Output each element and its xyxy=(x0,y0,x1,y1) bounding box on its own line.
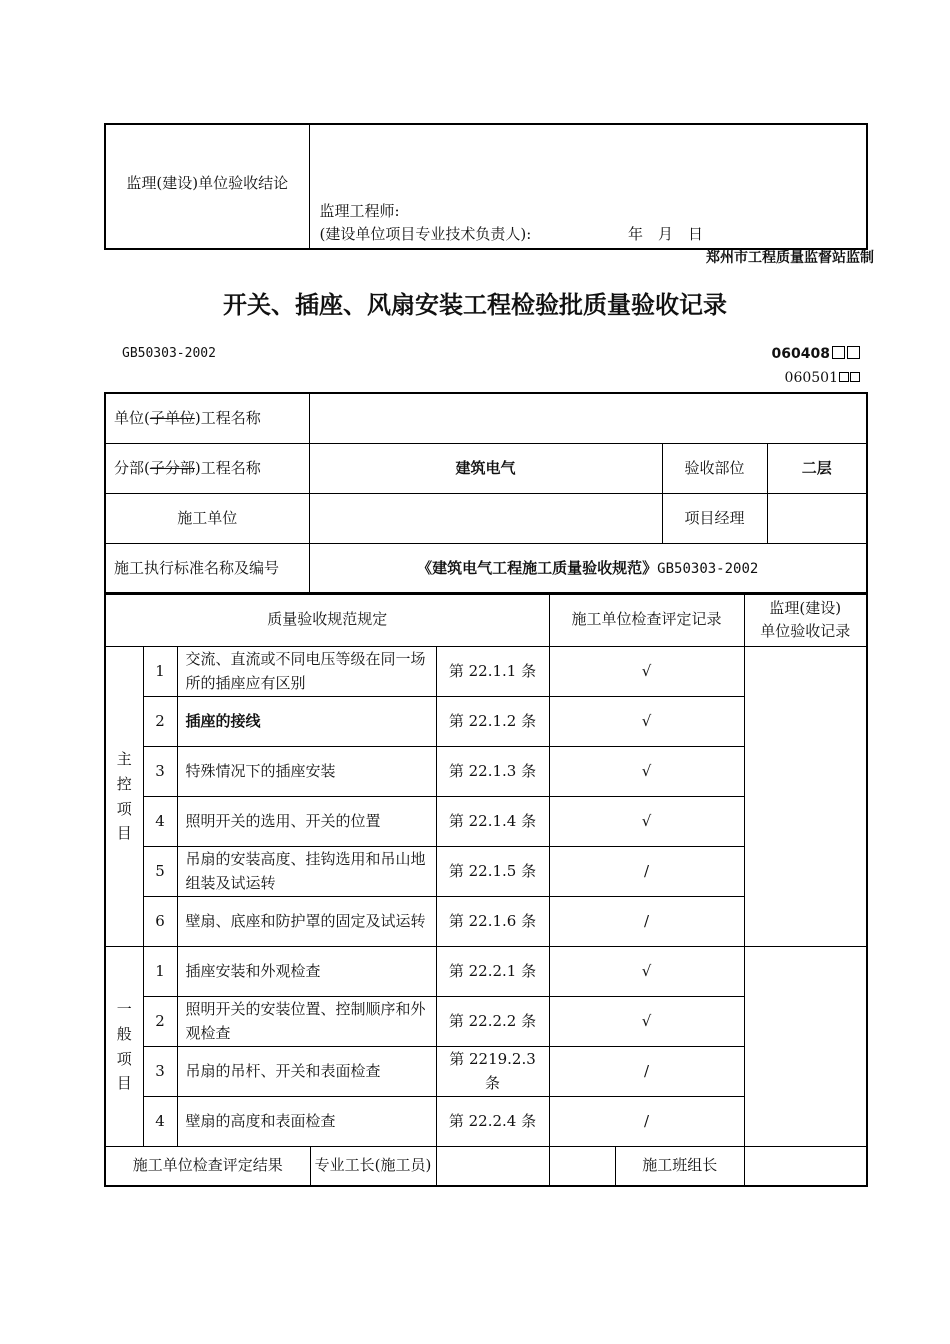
code-box-icon xyxy=(847,346,860,359)
supervisor-conclusion-label: 监理(建设)单位验收结论 xyxy=(105,124,309,249)
project-info-table xyxy=(104,392,868,595)
item-number: 6 xyxy=(143,897,177,947)
contractor-label: 施工单位 xyxy=(105,494,309,544)
division-name-value[interactable]: 建筑电气 xyxy=(309,444,662,494)
page-title: 开关、插座、风扇安装工程检验批质量验收记录 xyxy=(223,291,727,319)
check-result[interactable]: / xyxy=(549,1047,744,1097)
item-clause: 第 22.2.1 条 xyxy=(436,947,549,997)
accept-part-label: 验收部位 xyxy=(662,444,767,494)
item-number: 2 xyxy=(143,997,177,1047)
organization-label: 郑州市工程质量监督站监制 xyxy=(706,250,874,266)
team-leader-label xyxy=(549,1147,744,1187)
item-clause: 第 22.2.4 条 xyxy=(436,1097,549,1147)
item-clause: 第 22.1.5 条 xyxy=(436,847,549,897)
standard-code: GB50303-2002 xyxy=(122,346,216,361)
result-split xyxy=(106,1147,436,1185)
engineer-label: 监理工程师: xyxy=(319,201,400,220)
project-manager-value[interactable] xyxy=(767,494,867,544)
general-group-label: 一 般 项 目 xyxy=(105,947,143,1147)
contractor-record-header: 施工单位检查评定记录 xyxy=(549,593,744,647)
date-label: 年 月 日 xyxy=(628,224,704,243)
spec-header: 质量验收规范规定 xyxy=(105,593,549,647)
team-leader-blank[interactable] xyxy=(550,1147,616,1185)
standard-value[interactable]: 《建筑电气工程施工质量验收规范》GB50303-2002 xyxy=(309,544,867,595)
item-number: 5 xyxy=(143,847,177,897)
item-description: 吊扇的吊杆、开关和表面检查 xyxy=(177,1047,436,1097)
item-number: 3 xyxy=(143,747,177,797)
check-result[interactable]: √ xyxy=(549,697,744,747)
check-result[interactable]: / xyxy=(549,1097,744,1147)
form-code-1[interactable] xyxy=(772,346,860,362)
standard-label: 施工执行标准名称及编号 xyxy=(105,544,309,595)
code-box-icon xyxy=(832,346,845,359)
item-number: 4 xyxy=(143,797,177,847)
general-supervisor-record[interactable] xyxy=(744,947,867,1147)
check-result[interactable]: / xyxy=(549,897,744,947)
main-group-label: 主 控 项 目 xyxy=(105,647,143,947)
item-clause: 第 22.1.1 条 xyxy=(436,647,549,697)
foreman-value[interactable] xyxy=(436,1147,549,1187)
result-label: 施工单位检查评定结果 xyxy=(106,1147,310,1185)
team-leader-value[interactable] xyxy=(744,1147,867,1187)
team-leader-split xyxy=(550,1147,744,1185)
project-manager-label: 项目经理 xyxy=(662,494,767,544)
unit-name-label: 单位(子单位)工程名称 xyxy=(105,393,309,444)
item-clause: 第 22.1.2 条 xyxy=(436,697,549,747)
supervisor-conclusion-table xyxy=(104,123,868,250)
table-row xyxy=(105,947,867,997)
supervisor-record-header: 监理(建设) 单位验收记录 xyxy=(744,593,867,647)
unit-name-value[interactable] xyxy=(309,393,867,444)
check-result[interactable]: / xyxy=(549,847,744,897)
item-description: 插座安装和外观检查 xyxy=(177,947,436,997)
accept-part-value[interactable]: 二层 xyxy=(767,444,867,494)
item-description: 特殊情况下的插座安装 xyxy=(177,747,436,797)
item-clause: 第 22.1.3 条 xyxy=(436,747,549,797)
item-clause: 第 22.2.2 条 xyxy=(436,997,549,1047)
inspection-table xyxy=(104,592,868,1187)
owner-rep-label: (建设单位项目专业技术负责人): xyxy=(319,224,532,243)
item-description: 插座的接线 xyxy=(177,697,436,747)
check-result[interactable]: √ xyxy=(549,797,744,847)
supervisor-conclusion-cell[interactable] xyxy=(309,124,867,249)
code-box-icon xyxy=(839,372,849,382)
check-result[interactable]: √ xyxy=(549,997,744,1047)
table-row xyxy=(105,647,867,697)
item-number: 2 xyxy=(143,697,177,747)
division-name-label: 分部(子分部)工程名称 xyxy=(105,444,309,494)
item-number: 1 xyxy=(143,647,177,697)
check-result[interactable]: √ xyxy=(549,947,744,997)
form-code-2-text: 060501 xyxy=(784,370,838,386)
item-number: 4 xyxy=(143,1097,177,1147)
team-leader-text: 施工班组长 xyxy=(642,1156,718,1175)
item-clause: 第 2219.2.3 条 xyxy=(436,1047,549,1097)
form-code-2[interactable] xyxy=(785,370,860,386)
code-box-icon xyxy=(850,372,860,382)
main-supervisor-record[interactable] xyxy=(744,647,867,947)
check-result[interactable]: √ xyxy=(549,647,744,697)
item-description: 壁扇的高度和表面检查 xyxy=(177,1097,436,1147)
item-clause: 第 22.1.6 条 xyxy=(436,897,549,947)
item-clause: 第 22.1.4 条 xyxy=(436,797,549,847)
item-description: 照明开关的选用、开关的位置 xyxy=(177,797,436,847)
foreman-label: 专业工长(施工员) xyxy=(314,1156,432,1175)
result-label-cell xyxy=(105,1147,436,1187)
item-number: 1 xyxy=(143,947,177,997)
item-number: 3 xyxy=(143,1047,177,1097)
contractor-value[interactable] xyxy=(309,494,662,544)
form-code-1-text: 060408 xyxy=(771,346,830,362)
check-result[interactable]: √ xyxy=(549,747,744,797)
item-description: 吊扇的安装高度、挂钩选用和吊山地组装及试运转 xyxy=(177,847,436,897)
item-description: 壁扇、底座和防护罩的固定及试运转 xyxy=(177,897,436,947)
item-description: 交流、直流或不同电压等级在同一场所的插座应有区别 xyxy=(177,647,436,697)
item-description: 照明开关的安装位置、控制顺序和外观检查 xyxy=(177,997,436,1047)
